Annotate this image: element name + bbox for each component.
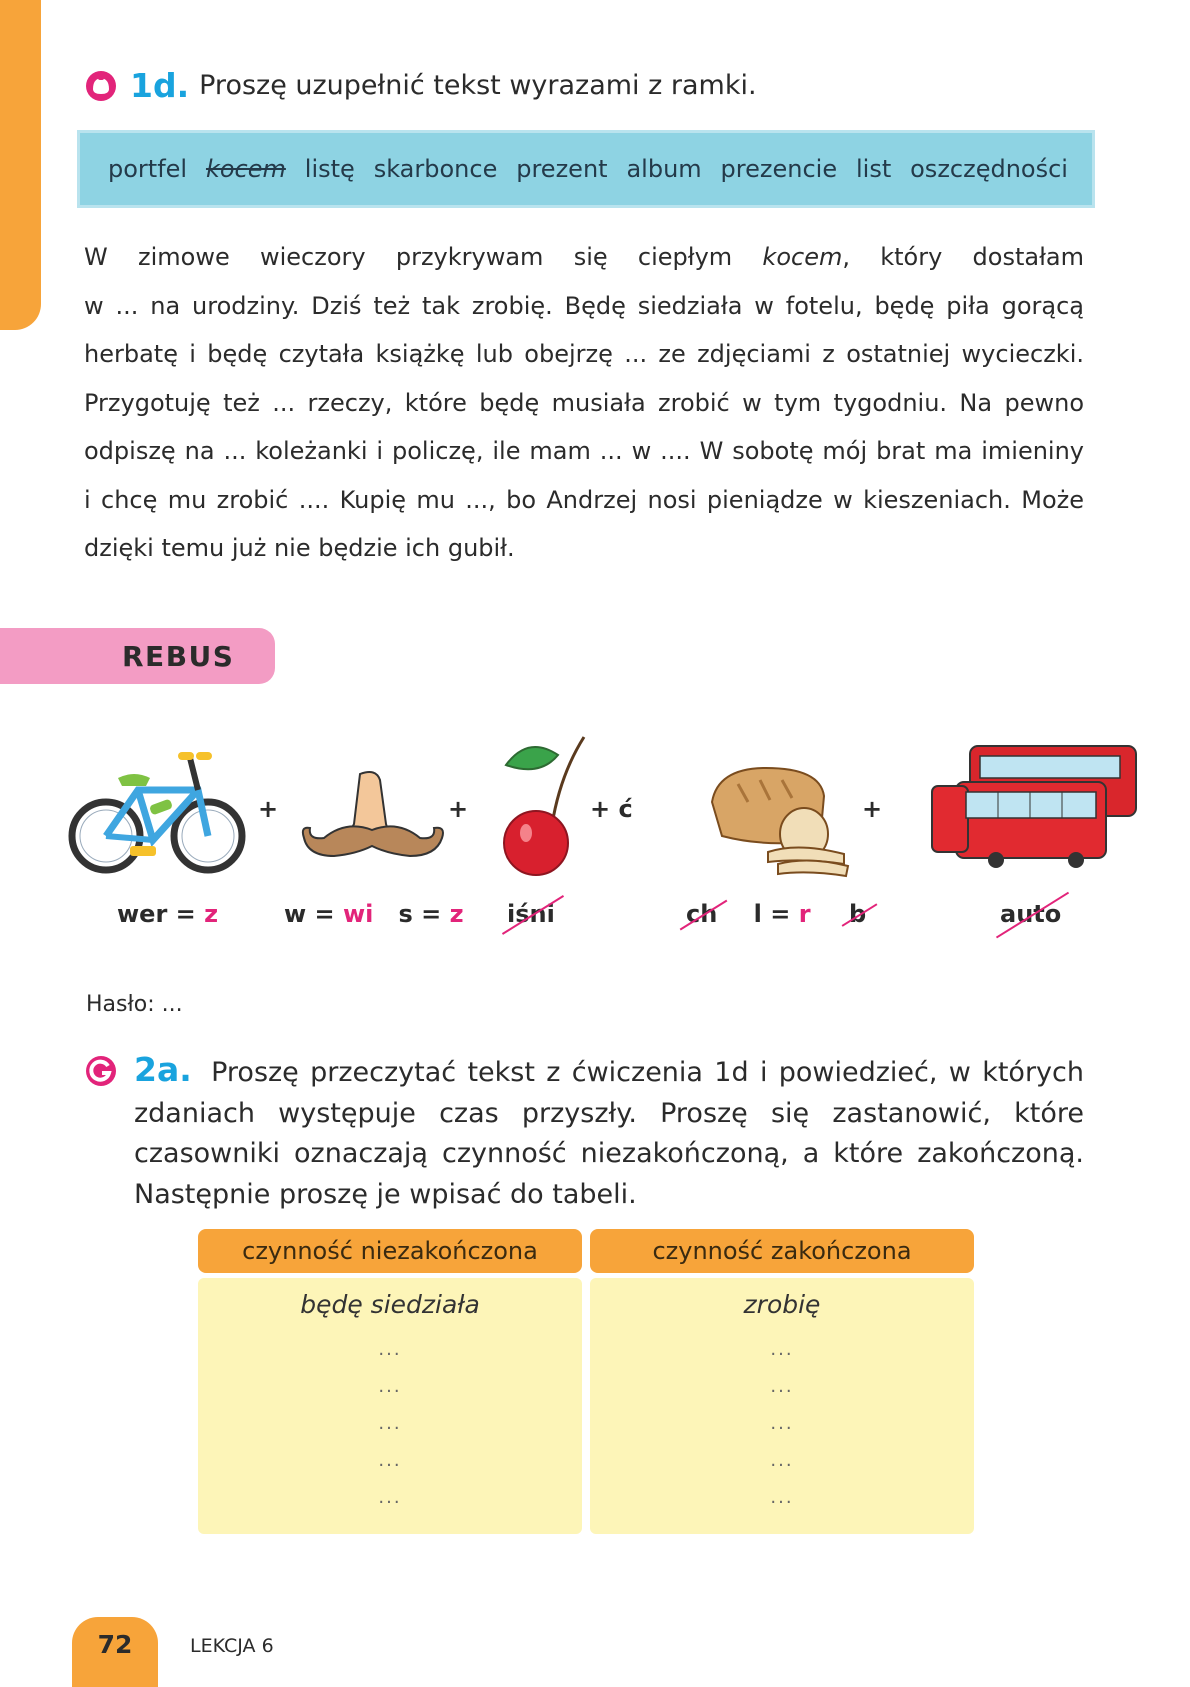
exercise-1d-header (84, 66, 1084, 105)
word-box-item: list (855, 155, 892, 183)
table-cell: ... (378, 1376, 402, 1397)
word-box-item-crossed: kocem (205, 155, 286, 183)
page-number: 72 (72, 1617, 158, 1687)
plus-c-sign: + ć (590, 795, 633, 823)
word-box-item: listę (304, 155, 355, 183)
rebus-clue-4: ch l = r b (686, 900, 867, 928)
word-box-item: oszczędności (910, 155, 1068, 183)
table-cell: ... (770, 1339, 794, 1360)
paragraph-line: herbatę i będę czytała książkę lub obejrzę ... ze zdjęciami z ostatniej wycieczki. (84, 340, 1084, 368)
exercise-instruction: Proszę uzupełnić tekst wyrazami z ramki. (199, 70, 757, 101)
table-cell: zrobię (743, 1290, 821, 1319)
cherry-icon (500, 735, 592, 880)
paragraph-line: odpiszę na ... koleżanki i policzę, ile mam ... w .... W sobotę mój brat ma imieniny (84, 437, 1084, 465)
rebus-clue-5: auto (1000, 900, 1062, 928)
table-cell: ... (770, 1376, 794, 1397)
exercise-instruction: Proszę przeczytać tekst z ćwiczenia 1d i powiedzieć, w których zdaniach występuje czas przyszły. Proszę się zastanowić, które czasowniki oznaczają czynność niezakończoną, a które zakończoną. Następnie proszę je wpisać do tabeli. (134, 1057, 1084, 1210)
exercise-number: 2a. (134, 1050, 192, 1089)
rebus-clue-3: iśni (507, 900, 555, 928)
table-column-imperfective (198, 1278, 582, 1534)
table-header-perfective: czynność zakończona (590, 1229, 974, 1273)
table-cell: ... (770, 1450, 794, 1471)
paragraph-line: w ... na urodziny. Dziś też tak zrobię. Będę siedziała w fotelu, będę piła gorącą (84, 291, 1084, 320)
rebus-title: REBUS (122, 640, 235, 673)
bread-icon (708, 762, 858, 882)
word-box-item: album (626, 155, 702, 183)
table-cell: ... (378, 1339, 402, 1360)
paragraph-line: Przygotuję też ... rzeczy, które będę musiała zrobić w tym tygodniu. Na pewno (84, 388, 1084, 417)
buses-icon (926, 742, 1140, 870)
table-cell: będę siedziała (300, 1290, 480, 1319)
password-line: Hasło: ... (86, 992, 183, 1017)
paragraph-line: i chcę mu zrobić .... Kupię mu ..., bo Andrzej nosi pieniądze w kieszeniach. Może (84, 485, 1084, 514)
table-cell: ... (378, 1450, 402, 1471)
plus-sign: + (258, 795, 279, 823)
word-box-item: prezent (516, 155, 608, 183)
word-box-item: skarbonce (373, 155, 498, 183)
speech-bubble-icon (84, 69, 118, 103)
rebus-clue-2: w = wi s = z (284, 900, 464, 928)
word-box-item: portfel (108, 155, 188, 183)
word-box-item: prezencie (720, 155, 838, 183)
word-box (80, 133, 1092, 205)
nose-moustache-icon (298, 768, 448, 868)
table-header-imperfective: czynność niezakończona (198, 1229, 582, 1273)
grammar-g-icon (84, 1054, 118, 1088)
table-cell: ... (378, 1487, 402, 1508)
lesson-label: LEKCJA 6 (190, 1635, 274, 1657)
exercise-2a (134, 1050, 1084, 1215)
exercise-number: 1d. (130, 66, 190, 105)
plus-sign: + (862, 795, 883, 823)
side-tab (0, 0, 41, 330)
table-column-perfective (590, 1278, 974, 1534)
paragraph-line: W zimowe wieczory przykrywam się ciepłym kocem, który dostałam (84, 243, 1084, 271)
bicycle-icon (68, 748, 246, 883)
exercise-1d-paragraph (84, 233, 1084, 573)
paragraph-line: dzięki temu już nie będzie ich gubił. (84, 534, 515, 562)
table-cell: ... (770, 1487, 794, 1508)
table-cell: ... (770, 1413, 794, 1434)
table-cell: ... (378, 1413, 402, 1434)
plus-sign: + (448, 795, 469, 823)
rebus-clue-1: wer = z (117, 900, 219, 928)
